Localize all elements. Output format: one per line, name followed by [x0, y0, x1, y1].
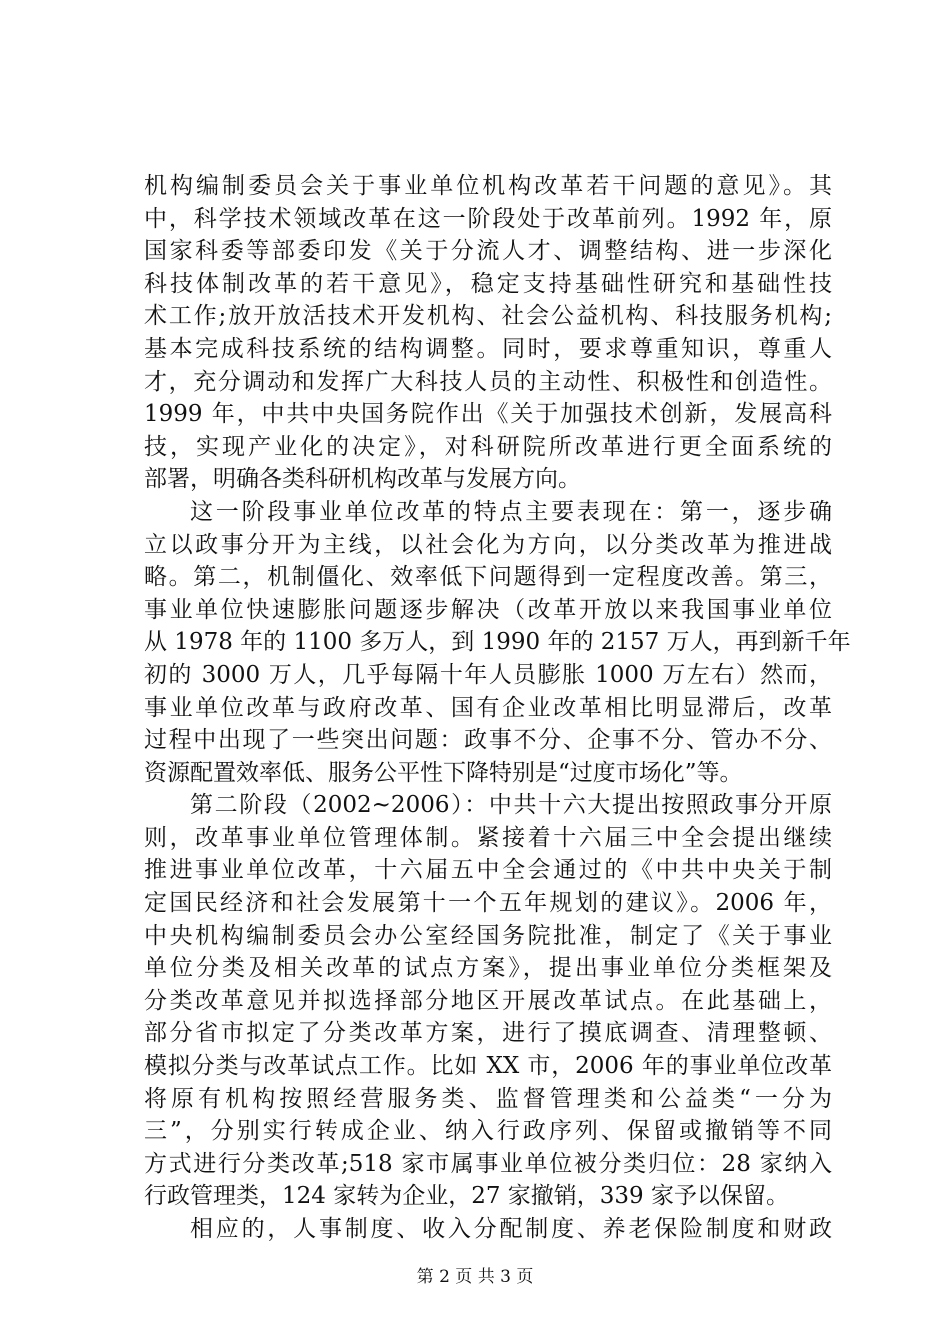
text-line: 技，实现产业化的决定》，对科研院所改革进行更全面系统的: [144, 433, 832, 460]
paragraph-first-line: 这一阶段事业单位改革的特点主要表现在：第一，逐步确: [190, 498, 832, 525]
text-line: 国家科委等部委印发《关于分流人才、调整结构、进一步深化: [144, 238, 832, 265]
text-line: 方式进行分类改革;518 家市属事业单位被分类归位：28 家纳入: [144, 1150, 832, 1177]
document-body: [144, 170, 851, 1246]
text-line: 术工作;放开放活技术开发机构、社会公益机构、科技服务机构;: [144, 303, 832, 330]
text-line: 初的 3000 万人，几乎每隔十年人员膨胀 1000 万左右）然而，: [144, 661, 832, 688]
paragraph-first-line: 第二阶段（2002~2006）：中共十六大提出按照政事分开原: [190, 792, 832, 819]
text-line: 模拟分类与改革试点工作。比如 XX 市，2006 年的事业单位改革: [144, 1053, 832, 1080]
text-line: 三”，分别实行转成企业、纳入行政序列、保留或撤销等不同: [144, 1118, 832, 1145]
page-footer: [0, 1262, 950, 1287]
text-line: 中央机构编制委员会办公室经国务院批准，制定了《关于事业: [144, 922, 832, 949]
text-line: 部分省市拟定了分类改革方案，进行了摸底调查、清理整顿、: [144, 1020, 832, 1047]
text-line: 1999 年，中共中央国务院作出《关于加强技术创新，发展高科: [144, 401, 832, 428]
text-line: 基本完成科技系统的结构调整。同时，要求尊重知识，尊重人: [144, 335, 832, 362]
text-line: 分类改革意见并拟选择部分地区开展改革试点。在此基础上，: [144, 987, 832, 1014]
text-line: 才，充分调动和发挥广大科技人员的主动性、积极性和创造性。: [144, 368, 832, 395]
paragraph-first-line: 相应的，人事制度、收入分配制度、养老保险制度和财政: [190, 1216, 832, 1242]
text-line: 机构编制委员会关于事业单位机构改革若干问题的意见》。其: [144, 173, 832, 199]
text-line: 从 1978 年的 1100 多万人，到 1990 年的 2157 万人，再到新千年: [144, 629, 851, 656]
text-line: 行政管理类，124 家转为企业，27 家撤销，339 家予以保留。: [144, 1183, 789, 1210]
text-line: 立以政事分开为主线，以社会化为方向，以分类改革为推进战: [144, 531, 832, 558]
text-line: 资源配置效率低、服务公平性下降特别是“过度市场化”等。: [144, 759, 743, 786]
text-line: 过程中出现了一些突出问题：政事不分、企事不分、管办不分、: [144, 727, 832, 754]
text-line: 中，科学技术领域改革在这一阶段处于改革前列。1992 年，原: [144, 205, 832, 232]
text-line: 则，改革事业单位管理体制。紧接着十六届三中全会提出继续: [144, 824, 832, 851]
text-line: 事业单位改革与政府改革、国有企业改革相比明显滞后，改革: [144, 694, 832, 721]
page-number-label: 第 2 页 共 3 页: [416, 1267, 534, 1287]
text-line: 部署，明确各类科研机构改革与发展方向。: [144, 466, 581, 493]
text-line: 单位分类及相关改革的试点方案》，提出事业单位分类框架及: [144, 955, 832, 982]
text-line: 将原有机构按照经营服务类、监督管理类和公益类“一分为: [144, 1085, 832, 1112]
text-line: 事业单位快速膨胀问题逐步解决（改革开放以来我国事业单位: [144, 596, 832, 623]
text-line: 略。第二，机制僵化、效率低下问题得到一定程度改善。第三，: [144, 564, 832, 591]
text-line: 定国民经济和社会发展第十一个五年规划的建议》。2006 年，: [144, 890, 832, 917]
text-line: 推进事业单位改革，十六届五中全会通过的《中共中央关于制: [144, 857, 832, 884]
text-line: 科技体制改革的若干意见》，稳定支持基础性研究和基础性技: [144, 270, 832, 297]
